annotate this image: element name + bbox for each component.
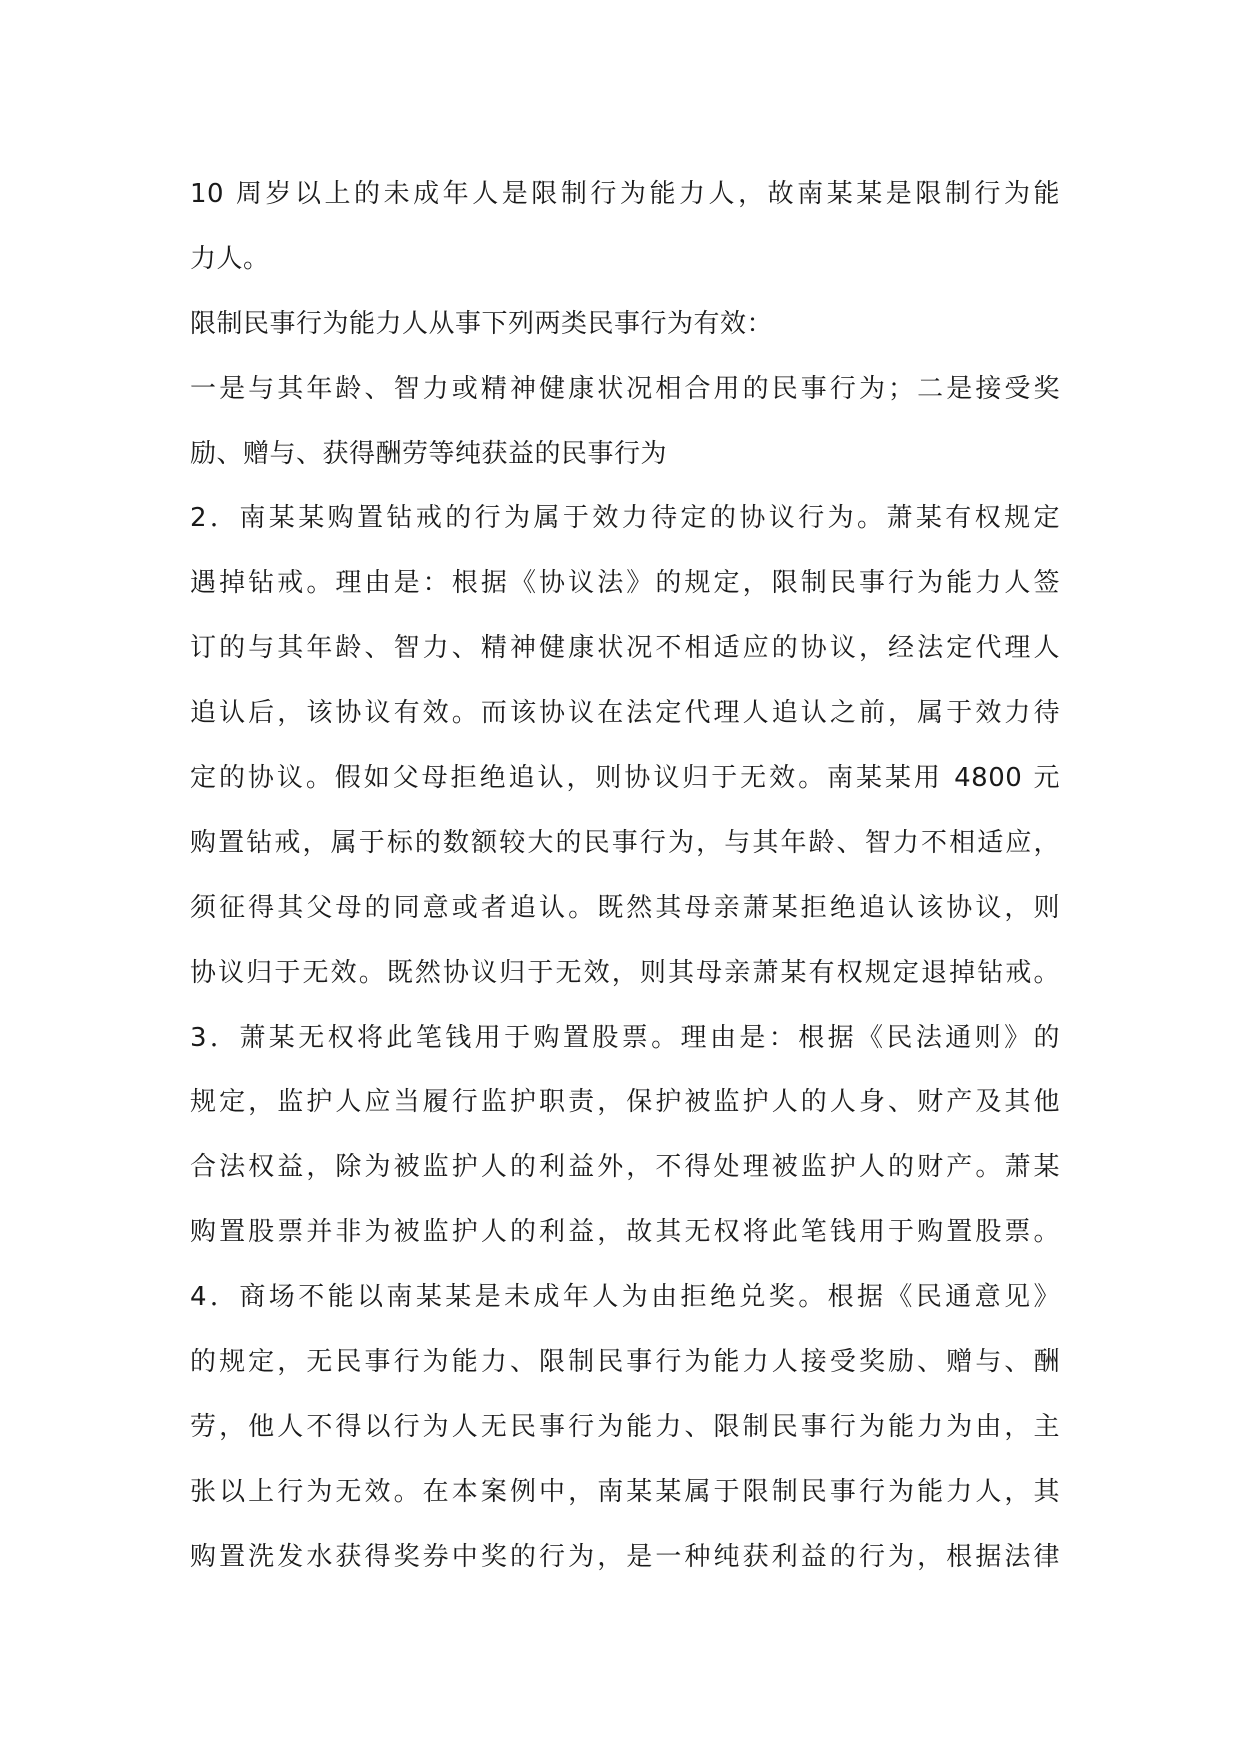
text-line: 协议归于无效。既然协议归于无效，则其母亲萧某有权规定退掉钻戒。 [190, 957, 1060, 988]
text-line: 劳，他人不得以行为人无民事行为能力、限制民事行为能力为由，主 [190, 1411, 1060, 1442]
document-body [190, 162, 1060, 1590]
text-line: 一是与其年龄、智力或精神健康状况相合用的民事行为；二是接受奖 [190, 373, 1060, 404]
text-line: 励、赠与、获得酬劳等纯获益的民事行为 [190, 438, 668, 469]
text-line: 购置洗发水获得奖券中奖的行为，是一种纯获利益的行为，根据法律 [190, 1541, 1060, 1572]
text-line: 10 周岁以上的未成年人是限制行为能力人，故南某某是限制行为能 [190, 179, 1060, 209]
text-line: 2．南某某购置钻戒的行为属于效力待定的协议行为。萧某有权规定 [190, 503, 1060, 534]
text-line: 订的与其年龄、智力、精神健康状况不相适应的协议，经法定代理人 [190, 633, 1060, 664]
text-line: 4．商场不能以南某某是未成年人为由拒绝兑奖。根据《民通意见》 [190, 1282, 1060, 1313]
text-line: 定的协议。假如父母拒绝追认，则协议归于无效。南某某用 4800 元 [190, 763, 1060, 794]
text-line: 追认后，该协议有效。而该协议在法定代理人追认之前，属于效力待 [190, 698, 1060, 729]
text-line: 规定，监护人应当履行监护职责，保护被监护人的人身、财产及其他 [190, 1087, 1060, 1118]
text-line: 3．萧某无权将此笔钱用于购置股票。理由是：根据《民法通则》的 [190, 1022, 1060, 1053]
text-line: 合法权益，除为被监护人的利益外，不得处理被监护人的财产。萧某 [190, 1152, 1060, 1183]
text-line: 遇掉钻戒。理由是：根据《协议法》的规定，限制民事行为能力人签 [190, 568, 1060, 599]
text-line: 购置钻戒，属于标的数额较大的民事行为，与其年龄、智力不相适应， [190, 827, 1060, 858]
text-line: 限制民事行为能力人从事下列两类民事行为有效： [190, 308, 774, 339]
text-line: 张以上行为无效。在本案例中，南某某属于限制民事行为能力人，其 [190, 1476, 1060, 1507]
text-line: 力人。 [190, 243, 270, 274]
text-line: 购置股票并非为被监护人的利益，故其无权将此笔钱用于购置股票。 [190, 1217, 1060, 1248]
text-line: 须征得其父母的同意或者追认。既然其母亲萧某拒绝追认该协议，则 [190, 892, 1060, 923]
text-line: 的规定，无民事行为能力、限制民事行为能力人接受奖励、赠与、酬 [190, 1347, 1060, 1378]
